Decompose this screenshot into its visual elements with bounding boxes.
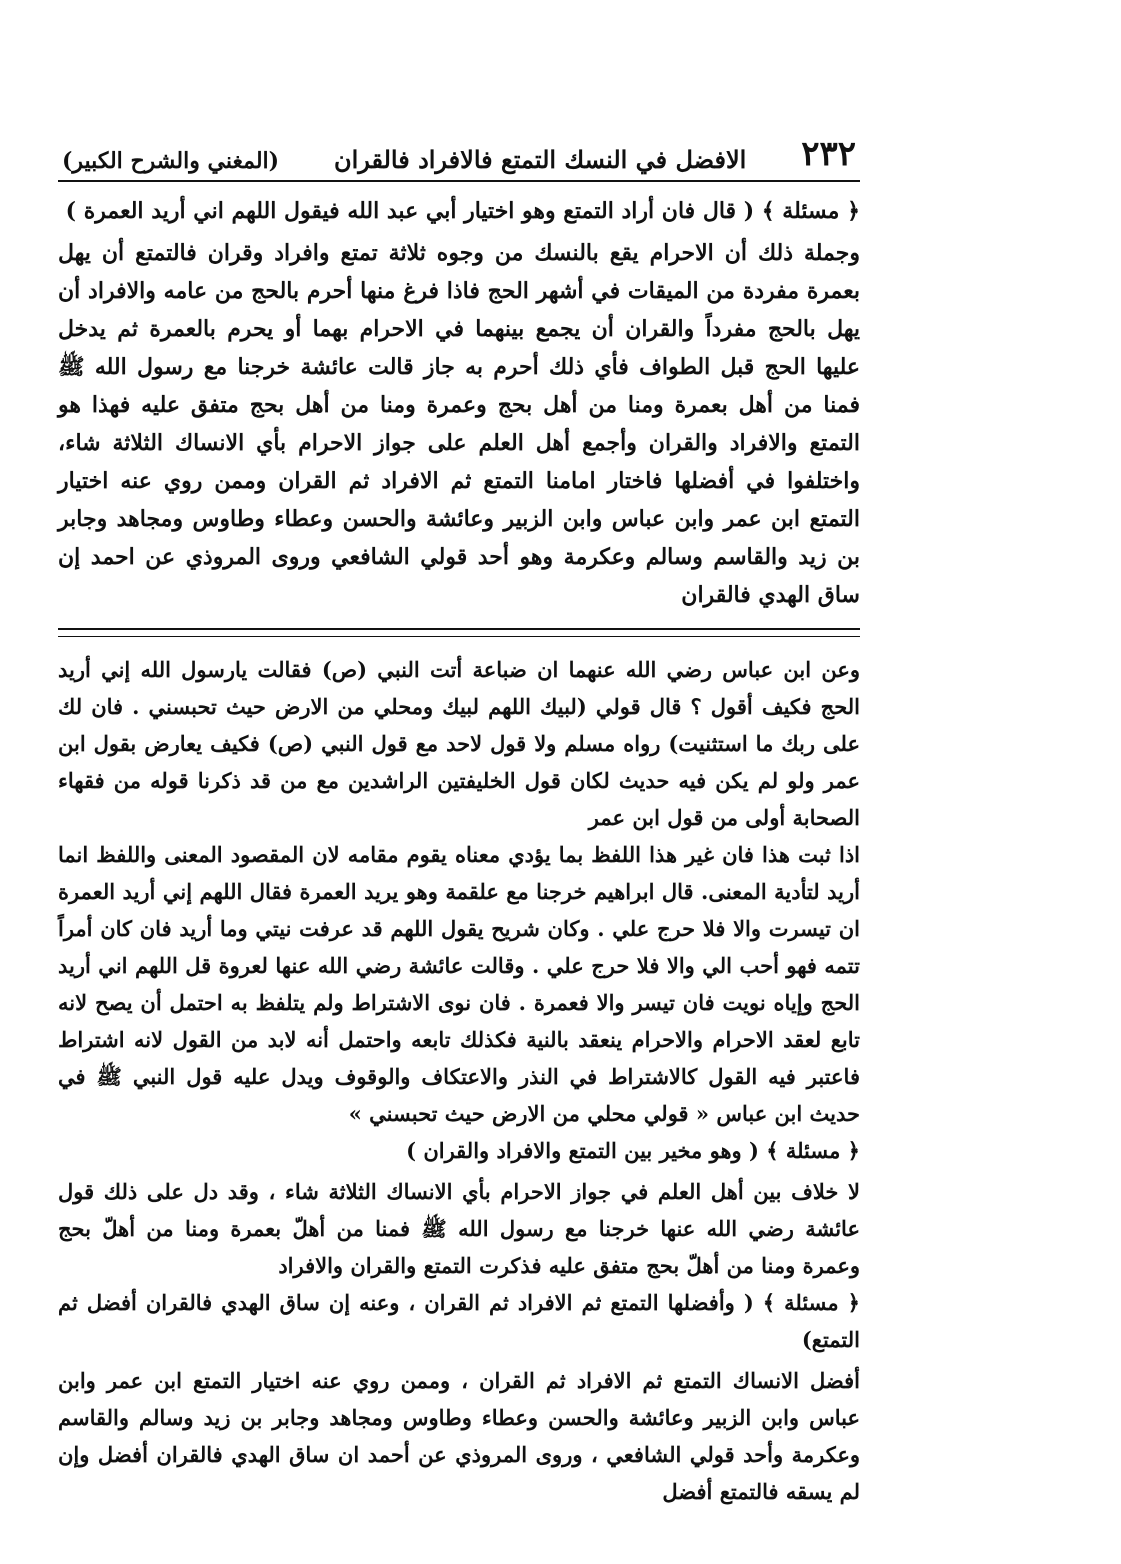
masala-heading: ﴿ مسئلة ﴾ ( قال فان أراد التمتع وهو اختيار أبي عبد الله فيقول اللهم اني أريد العمرة ) <box>65 198 860 224</box>
lower-text <box>58 651 860 1510</box>
main-paragraph: وجملة ذلك أن الاحرام يقع بالنسك من وجوه ثلاثة تمتع وافراد وقران فالتمتع أن يهل بعمرة مفردة من الميقات في أشهر الحج فاذا فرغ منها أحرم بالحج من عامه والافراد أن يهل بالحج مفرداً والقران أن يجمع بينهما في الاحرام بهما أو يحرم بالعمرة ثم يدخل عليها الحج قبل الطواف فأي ذلك أحرم به جاز قالت عائشة خرجنا مع رسول الله ﷺ فمنا من أهل بعمرة ومنا من أهل بحج وعمرة ومنا من أهل بحج متفق عليه فهذا هو التمتع والافراد والقران وأجمع أهل العلم على جواز الاحرام بأي الانساك الثلاثة شاء، واختلفوا في أفضلها فاختار امامنا التمتع ثم الافراد ثم القران وممن روي عنه اختيار التمتع ابن عمر وابن عباس وابن الزبير وعائشة والحسن وعطاء وطاوس ومجاهد وجابر بن زيد والقاسم وسالم وعكرمة وهو أحد قولي الشافعي وروى المروذي عن احمد إن ساق الهدي فالقران <box>58 240 860 608</box>
masala-heading: ﴿ مسئلة ﴾ ( وأفضلها التمتع ثم الافراد ثم القران ، وعنه إن ساق الهدي فالقران أفضل ثم التمتع) <box>58 1290 860 1352</box>
main-text <box>58 192 860 614</box>
paragraph: أفضل الانساك التمتع ثم الافراد ثم القران ، وممن روي عنه اختيار التمتع ابن عمر وابن عباس وابن الزبير وعائشة والحسن وعطاء وطاوس ومجاهد وجابر بن زيد وسالم والقاسم وعكرمة وأحد قولي الشافعي ، وروى المروذي عن أحمد ان ساق الهدي فالقران أفضل وإن لم يسقه فالتمتع أفضل <box>58 1368 860 1504</box>
book-title: (المغني والشرح الكبير) <box>62 148 280 174</box>
page-number: ٢٣٢ <box>801 134 856 174</box>
paragraph: لا خلاف بين أهل العلم في جواز الاحرام بأي الانساك الثلاثة شاء ، وقد دل على ذلك قول عائشة رضي الله عنها خرجنا مع رسول الله ﷺ فمنا من أهلّ بعمرة ومنا من أهلّ بحج وعمرة ومنا من أهلّ بحج متفق عليه فذكرت التمتع والقران والافراد <box>58 1179 860 1278</box>
paragraph: وعن ابن عباس رضي الله عنهما ان ضباعة أتت النبي (ص) فقالت يارسول الله إني أريد الحج فكيف أقول ؟ قال قولي (لبيك اللهم لبيك ومحلي من الارض حيث تحبسني . فان لك على ربك ما استثنيت) رواه مسلم ولا قول لاحد مع قول النبي (ص) فكيف يعارض بقول ابن عمر ولو لم يكن فيه حديث لكان قول الخليفتين الراشدين مع من قد ذكرنا قوله من فقهاء الصحابة أولى من قول ابن عمر <box>58 657 860 830</box>
page-header <box>58 120 860 174</box>
masala-heading: ﴿ مسئلة ﴾ ( وهو مخير بين التمتع والافراد والقران ) <box>406 1138 860 1163</box>
running-title: الافضل في النسك التمتع فالافراد فالقران <box>333 145 747 174</box>
book-page <box>58 120 860 1504</box>
section-divider <box>58 628 860 637</box>
paragraph: اذا ثبت هذا فان غير هذا اللفظ بما يؤدي معناه يقوم مقامه لان المقصود المعنى واللفظ انما أريد لتأدية المعنى. قال ابراهيم خرجنا مع علقمة وهو يريد العمرة فقال اللهم إني أريد العمرة ان تيسرت والا فلا حرج علي . وكان شريح يقول اللهم قد عرفت نيتي وما أريد فان كان أمراً تتمه فهو أحب الي والا فلا حرج علي . وقالت عائشة رضي الله عنها لعروة قل اللهم اني أريد الحج وإياه نويت فان تيسر والا فعمرة . فان نوى الاشتراط ولم يتلفظ به احتمل أن يصح لانه تابع لعقد الاحرام والاحرام ينعقد بالنية فكذلك تابعه واحتمل أنه لابد من القول لانه اشتراط فاعتبر فيه القول كالاشتراط في النذر والاعتكاف والوقوف ويدل عليه قول النبي ﷺ في حديث ابن عباس « قولي محلي من الارض حيث تحبسني » <box>58 842 860 1126</box>
header-rule <box>58 180 860 182</box>
